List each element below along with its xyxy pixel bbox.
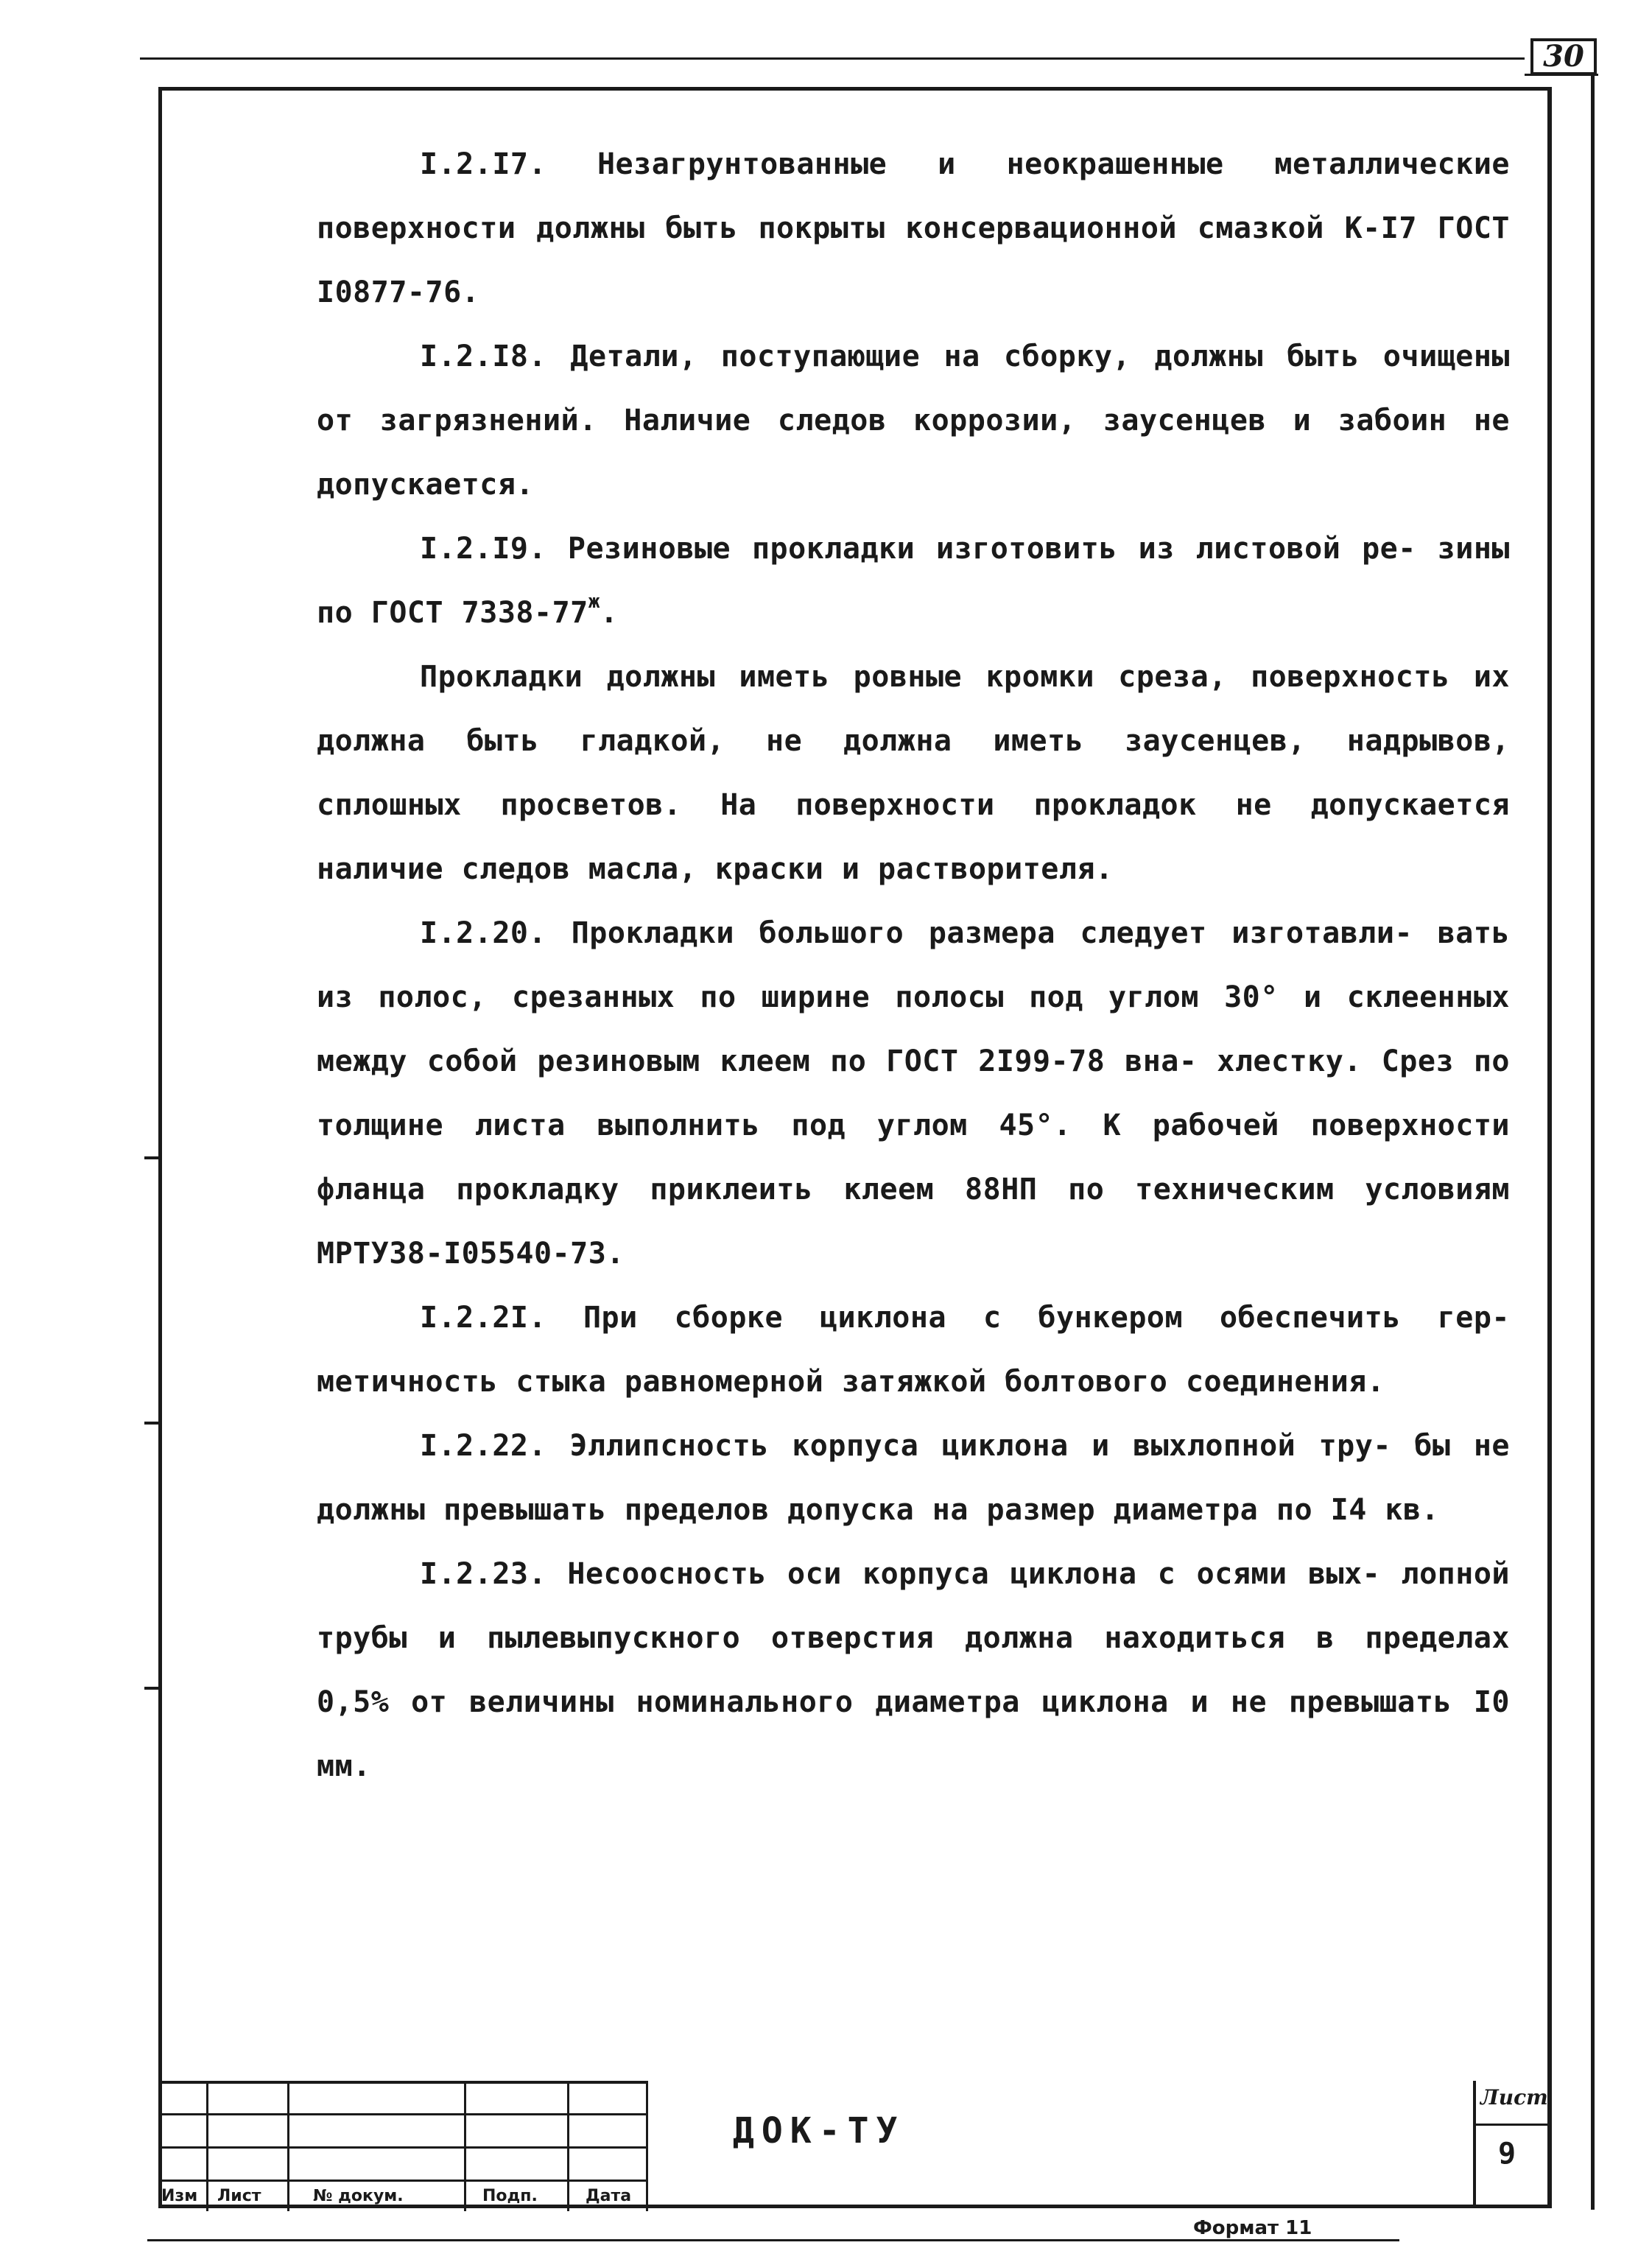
col-label-signature: Подп.	[482, 2187, 538, 2205]
top-rule	[140, 57, 1525, 60]
paragraph-1-2-21: I.2.2I. При сборке циклона с бункером обеспечить гер- метичность стыка равномерной затяжкой болтового соединения.	[317, 1301, 1510, 1399]
bottom-rule	[147, 2239, 1399, 2241]
grid-col-line	[287, 2084, 289, 2211]
format-label: Формат 11	[1193, 2217, 1312, 2239]
grid-row-line	[158, 2113, 648, 2115]
paragraph-1-2-19: I.2.I9. Резиновые прокладки изготовить из листовой ре- зины по ГОСТ $7338-77^ж$.	[317, 532, 1510, 630]
paragraph-1-2-22: I.2.22. Эллипсность корпуса циклона и выхлопной тру- бы не должны превышать пределов допуска на размер диаметра по I4 кв.	[317, 1429, 1510, 1527]
paragraph-1-2-17: I.2.I7. Незагрунтованные и неокрашенные металлические поверхности должны быть покрыты консервационной смазкой К-I7 ГОСТ I0877-76.	[317, 147, 1510, 309]
sheet-label: Лист	[1480, 2085, 1548, 2110]
col-label-doc-number: № докум.	[313, 2187, 404, 2205]
margin-tick-1	[144, 1156, 161, 1159]
grid-col-line	[646, 2084, 648, 2211]
col-label-date: Дата	[586, 2187, 632, 2205]
grid-row-line	[158, 2180, 648, 2182]
paragraph-gaskets: Прокладки должны иметь ровные кромки среза, поверхность их должна быть гладкой, не должна иметь заусенцев, надрывов, сплошных просветов. На поверхности прокладок не допускается наличие следов масла, краски и растворителя.	[317, 660, 1510, 886]
margin-tick-3	[144, 1687, 161, 1690]
grid-col-line	[206, 2084, 208, 2211]
revision-grid	[158, 2081, 648, 2208]
paragraph-1-2-23: I.2.23. Несоосность оси корпуса циклона с осями вых- лопной трубы и пылевыпускного отверстия должна находиться в пределах 0,5% от величины номинального диаметра циклона и не превышать I0 мм.	[317, 1557, 1510, 1783]
paragraph-1-2-20: I.2.20. Прокладки большого размера следует изготавли- вать из полос, срезанных по ширине полосы под углом 30° и склеенных между собой резиновым клеем по ГОСТ 2I99-78 вна- хлестку. Срез по толщине листа выполнить под углом 45°. К рабочей поверхности фланца прокладку приклеить клеем 88НП по техническим условиям МРТУ38-I05540-73.	[317, 916, 1511, 1271]
right-outer-border	[1591, 74, 1595, 2210]
col-label-sheet: Лист	[217, 2187, 261, 2205]
sheet-box	[1473, 2081, 1547, 2208]
document-code: ДОК-ТУ	[733, 2110, 905, 2152]
col-label-change: Изм	[161, 2187, 198, 2205]
grid-col-line	[464, 2084, 466, 2211]
grid-row-line	[158, 2146, 648, 2149]
grid-col-line	[567, 2084, 569, 2211]
superscript-mark: ж	[588, 590, 600, 613]
sheet-number: 9	[1498, 2137, 1516, 2171]
document-body	[317, 133, 1510, 1799]
sheet-divider	[1476, 2124, 1550, 2126]
corner-page-number: 30	[1530, 38, 1597, 75]
margin-tick-2	[144, 1422, 161, 1425]
title-block	[158, 2081, 1552, 2208]
paragraph-1-2-18: I.2.I8. Детали, поступающие на сборку, должны быть очищены от загрязнений. Наличие следов коррозии, заусенцев и забоин не допускается.	[317, 340, 1510, 502]
